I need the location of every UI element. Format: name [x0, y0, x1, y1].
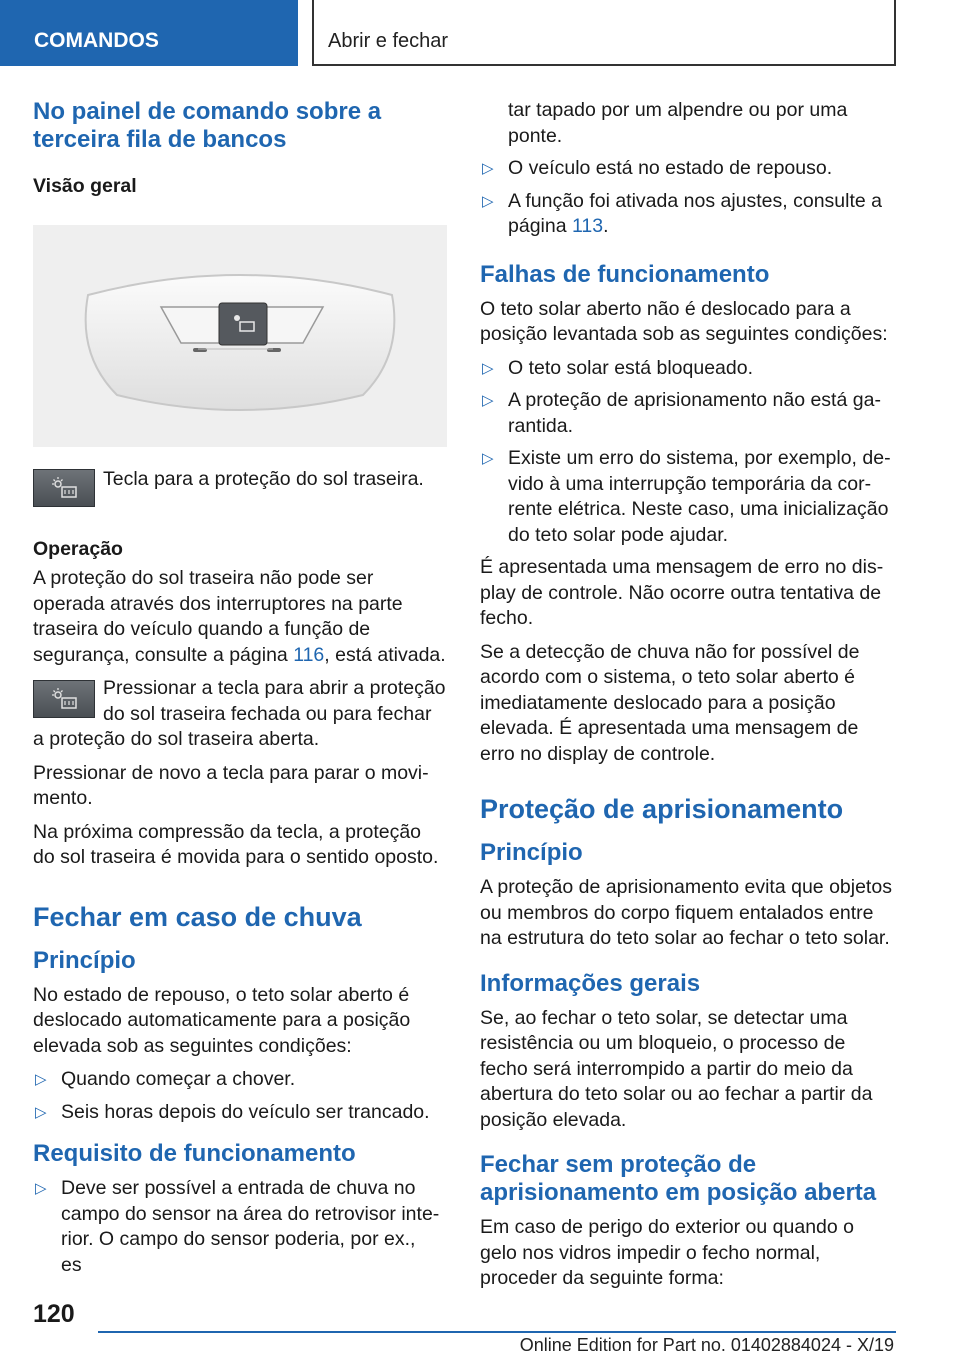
triangle-bullet-icon: ▷ — [482, 160, 494, 177]
chapter-label: Abrir e fechar — [328, 30, 449, 52]
list-item: ▷ O teto solar está bloqueado. — [480, 356, 894, 382]
operation-paragraph-3: Pressionar de novo a tecla para parar o movimento. — [33, 761, 429, 809]
edition-note: Online Edition for Part no. 01402884024 - X/19 — [519, 1335, 894, 1355]
requirement-list — [33, 1176, 447, 1278]
page-link-113[interactable]: 113 — [571, 215, 604, 237]
sun-protection-key-icon — [33, 680, 95, 718]
heading-requirement: Requisito de funcionamento — [33, 1140, 356, 1167]
list-item: ▷ O veículo está no estado de repouso. — [480, 156, 894, 182]
triangle-bullet-icon: ▷ — [482, 450, 494, 467]
sun-protection-key-icon — [33, 469, 95, 507]
key-press-paragraph — [33, 676, 447, 753]
requirement-list-continued — [480, 98, 894, 240]
heading-panel: No painel de comando sobre a terceira fila de bancos — [33, 98, 382, 153]
list-item: tar tapado por um alpendre ou por uma ponte. — [508, 99, 848, 147]
heading-faults: Falhas de funcionamento — [480, 260, 770, 288]
triangle-bullet-icon: ▷ — [35, 1103, 47, 1121]
faults-paragraph-3: Se a detecção de chuva não for possível de acordo com o sistema, o teto solar aberto é imediatamente deslocado para a posição elevada. É apresentada uma mensagem de erro no display de controle. — [480, 640, 860, 765]
triangle-bullet-icon: ▷ — [482, 392, 494, 409]
left-column — [33, 98, 447, 1285]
triangle-bullet-icon: ▷ — [35, 1180, 47, 1197]
section-label: COMANDOS — [34, 29, 159, 52]
heading-principle-2: Princípio — [480, 839, 583, 866]
control-panel-photo — [33, 225, 447, 447]
triangle-bullet-icon: ▷ — [35, 1071, 47, 1088]
heading-overview: Visão geral — [33, 175, 137, 197]
operation-paragraph-1 — [33, 566, 447, 668]
key-caption: Tecla para a proteção do sol traseira. — [103, 468, 424, 490]
section-tab — [0, 0, 298, 66]
list-item: ▷ Existe um erro do sistema, por exemplo, devido à uma interrupção temporária da corrente elétrica. Neste caso, uma inicialização do teto solar pode ajudar. — [482, 447, 891, 546]
general-paragraph-1: Se, ao fechar o teto solar, se detectar uma resistência ou um bloqueio, o processo de fecho será interrompido a partir do meio da abertura do teto solar ou ao fechar a partir da posição elevada. — [480, 1006, 873, 1131]
chapter-tab — [312, 0, 896, 66]
sun-protection-key-glyph — [34, 470, 94, 506]
operation-paragraph-4: Na próxima compressão da tecla, a proteção do sol traseira é movida para o sentido oposto. — [33, 820, 439, 868]
key-caption-row — [33, 467, 447, 519]
protection-paragraph-1: A proteção de aprisionamento evita que objetos ou membros do corpo fiquem entalados entre na estrutura do teto solar ao fechar o teto solar. — [480, 876, 892, 949]
heading-rain: Fechar em caso de chuva — [33, 901, 362, 932]
list-item: ▷ Deve ser possível a entrada de chuva no campo do sensor na área do retrovisor interior. O campo do sensor poderia, por ex., es — [35, 1177, 440, 1276]
triangle-bullet-icon: ▷ — [482, 359, 494, 377]
sun-protection-key-glyph — [34, 681, 94, 717]
heading-operation: Operação — [33, 538, 123, 560]
control-panel-illustration — [33, 225, 447, 447]
operation-text: A proteção do sol traseira não pode ser operada através dos interruptores na parte traseira do veículo quando a função de segurança, consulte a página — [33, 567, 403, 666]
list-item: ▷ Seis horas depois do veículo ser trancado. — [33, 1100, 447, 1126]
heading-general-info: Informações gerais — [480, 969, 701, 997]
footer-divider — [98, 1331, 896, 1333]
page-link-116[interactable]: 116 — [293, 643, 325, 666]
page-number: 120 — [33, 1300, 75, 1328]
list-item: ▷ A proteção de aprisionamento não está garantida. — [482, 389, 881, 437]
faults-paragraph-2: É apresentada uma mensagem de erro no display de controle. Não ocorre outra tentativa de fecho. — [480, 556, 884, 629]
close-without-paragraph-1: Em caso de perigo do exterior ou quando o gelo nos vidros impedir o fecho normal, proceder da seguinte forma: — [480, 1216, 854, 1289]
heading-protection: Proteção de aprisionamento — [480, 794, 844, 824]
operation-paragraph-2: Pressionar a tecla para abrir a proteção do sol traseira fechada ou para fechar a proteção do sol traseira aberta. — [33, 677, 446, 750]
operation-text-end: , está ativada. — [324, 643, 446, 666]
triangle-bullet-icon: ▷ — [482, 192, 494, 210]
list-item: ▷ Quando começar a chover. — [33, 1067, 447, 1093]
faults-list — [480, 356, 894, 549]
heading-close-without-protection: Fechar sem proteção de aprisionamento em posição aberta — [480, 1151, 877, 1206]
faults-paragraph-1: O teto solar aberto não é deslocado para a posição levantada sob as seguintes condições: — [480, 297, 888, 345]
rain-paragraph-1: No estado de repouso, o teto solar aberto é deslocado automaticamente para a posição elevada sob as seguintes condições: — [33, 983, 411, 1057]
heading-principle: Princípio — [33, 946, 136, 974]
rain-conditions-list — [33, 1067, 447, 1125]
right-column — [480, 98, 894, 1300]
list-item: ▷ A função foi ativada nos ajustes, consulte a página 113. — [482, 189, 882, 237]
